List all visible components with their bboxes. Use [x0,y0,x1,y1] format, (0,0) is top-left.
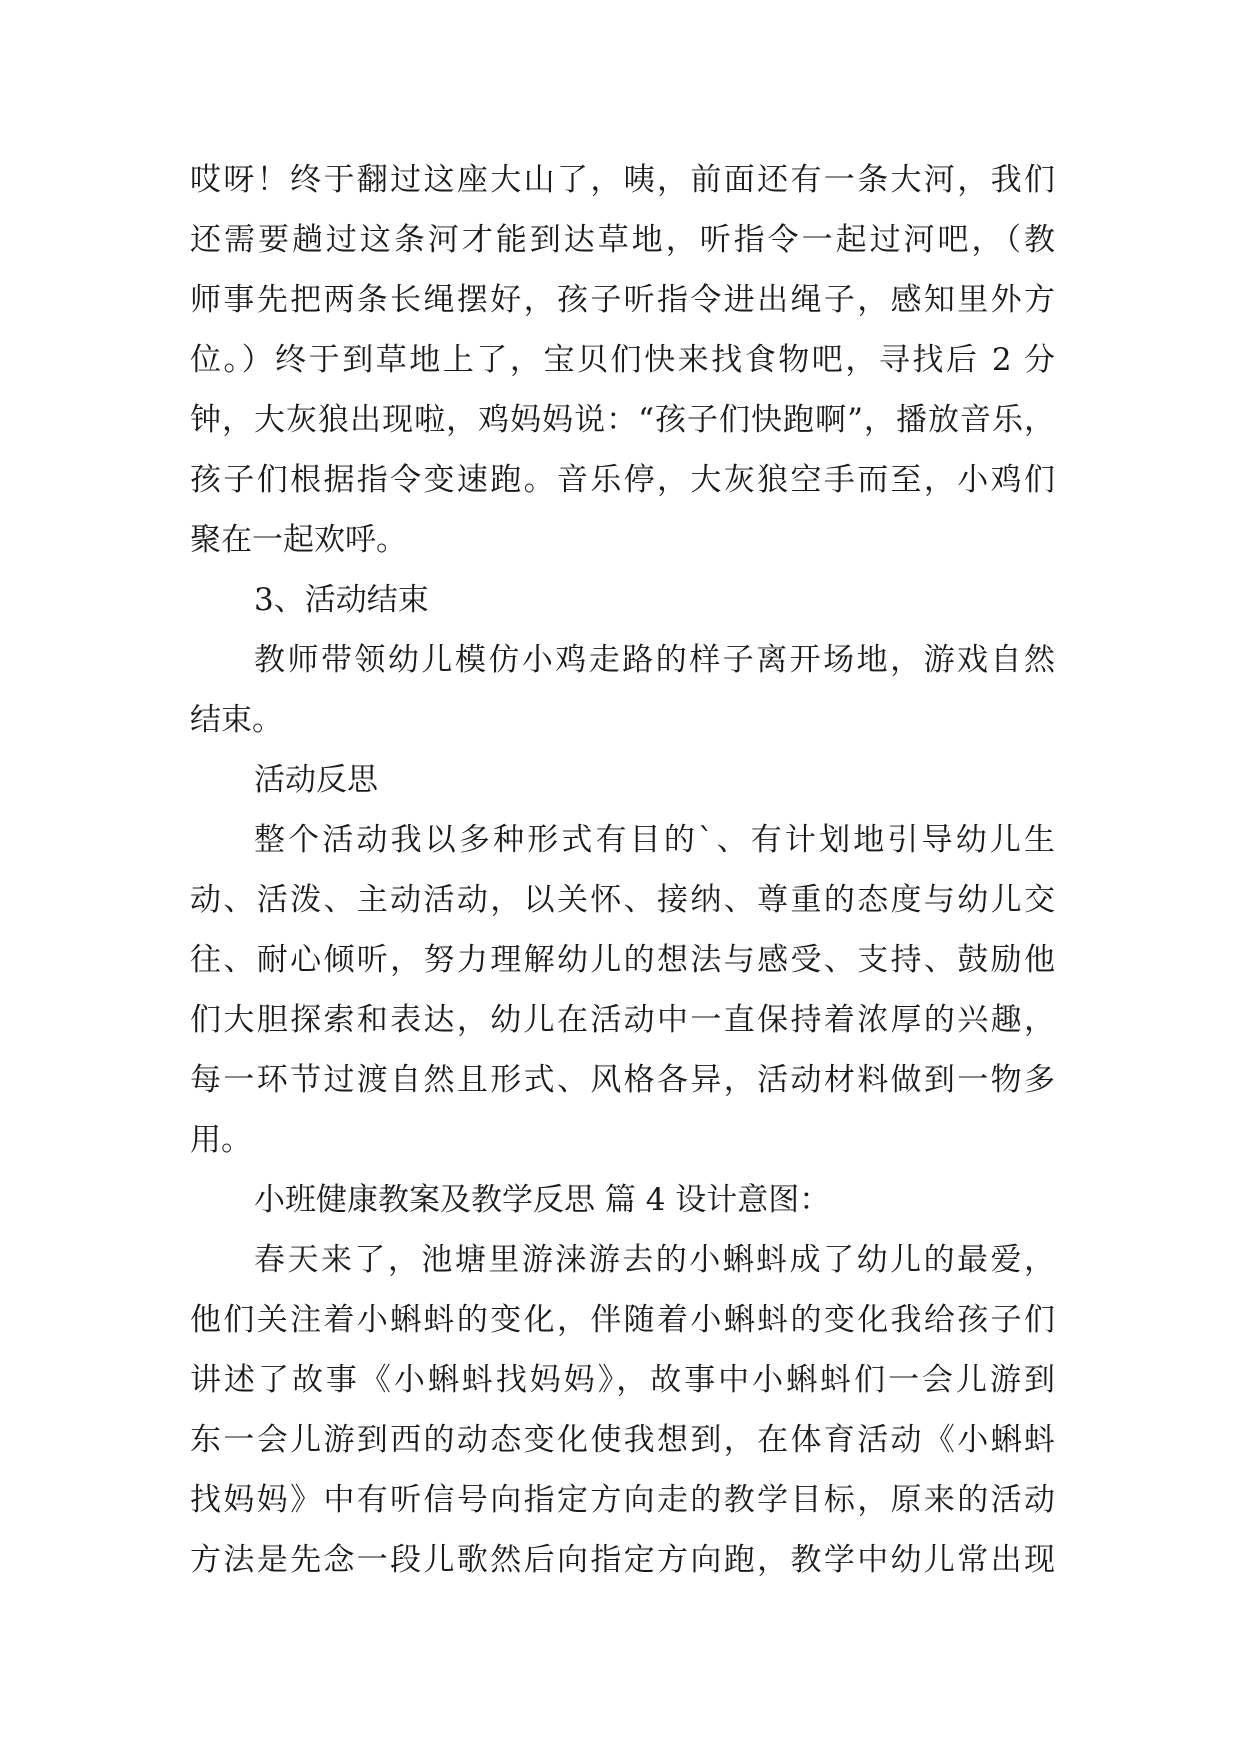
text-line: 钟，大灰狼出现啦，鸡妈妈说：“孩子们快跑啊”，播放音乐， [190,402,1055,438]
text-line: 他们关注着小蝌蚪的变化，伴随着小蝌蚪的变化我给孩子们 [190,1302,1055,1338]
text-line: 活动反思 [254,762,378,798]
text-line: 东一会儿游到西的动态变化使我想到，在体育活动《小蝌蚪 [190,1422,1055,1458]
text-line: 找妈妈》中有听信号向指定方向走的教学目标，原来的活动 [190,1482,1055,1518]
text-line: 位。）终于到草地上了，宝贝们快来找食物吧，寻找后 2 分 [190,342,1055,378]
text-line: 孩子们根据指令变速跑。音乐停，大灰狼空手而至，小鸡们 [190,462,1055,498]
text-line: 春天来了，池塘里游涞游去的小蝌蚪成了幼儿的最爱， [254,1242,1055,1278]
text-line: 3、活动结束 [254,582,429,618]
text-line: 用。 [190,1122,252,1158]
text-line: 往、耐心倾听，努力理解幼儿的想法与感受、支持、鼓励他 [190,942,1055,978]
text-line: 整个活动我以多种形式有目的`、有计划地引导幼儿生 [254,822,1055,858]
text-line: 小班健康教案及教学反思 篇 4 设计意图： [254,1182,831,1218]
text-line: 师事先把两条长绳摆好，孩子听指令进出绳子，感知里外方 [190,282,1055,318]
text-line: 方法是先念一段儿歌然后向指定方向跑，教学中幼儿常出现 [190,1542,1055,1578]
text-line: 聚在一起欢呼。 [190,522,407,558]
document-page [190,150,1055,1590]
text-line: 动、活泼、主动活动，以关怀、接纳、尊重的态度与幼儿交 [190,882,1055,918]
text-line: 教师带领幼儿模仿小鸡走路的样子离开场地，游戏自然 [254,642,1055,678]
text-line: 讲述了故事《小蝌蚪找妈妈》，故事中小蝌蚪们一会儿游到 [190,1362,1055,1398]
text-line: 还需要趟过这条河才能到达草地，听指令一起过河吧，（教 [190,222,1055,258]
text-line: 哎呀！终于翻过这座大山了，咦，前面还有一条大河，我们 [190,162,1055,198]
text-line: 每一环节过渡自然且形式、风格各异，活动材料做到一物多 [190,1062,1055,1098]
text-line: 结束。 [190,702,283,738]
text-line: 们大胆探索和表达，幼儿在活动中一直保持着浓厚的兴趣， [190,1002,1055,1038]
